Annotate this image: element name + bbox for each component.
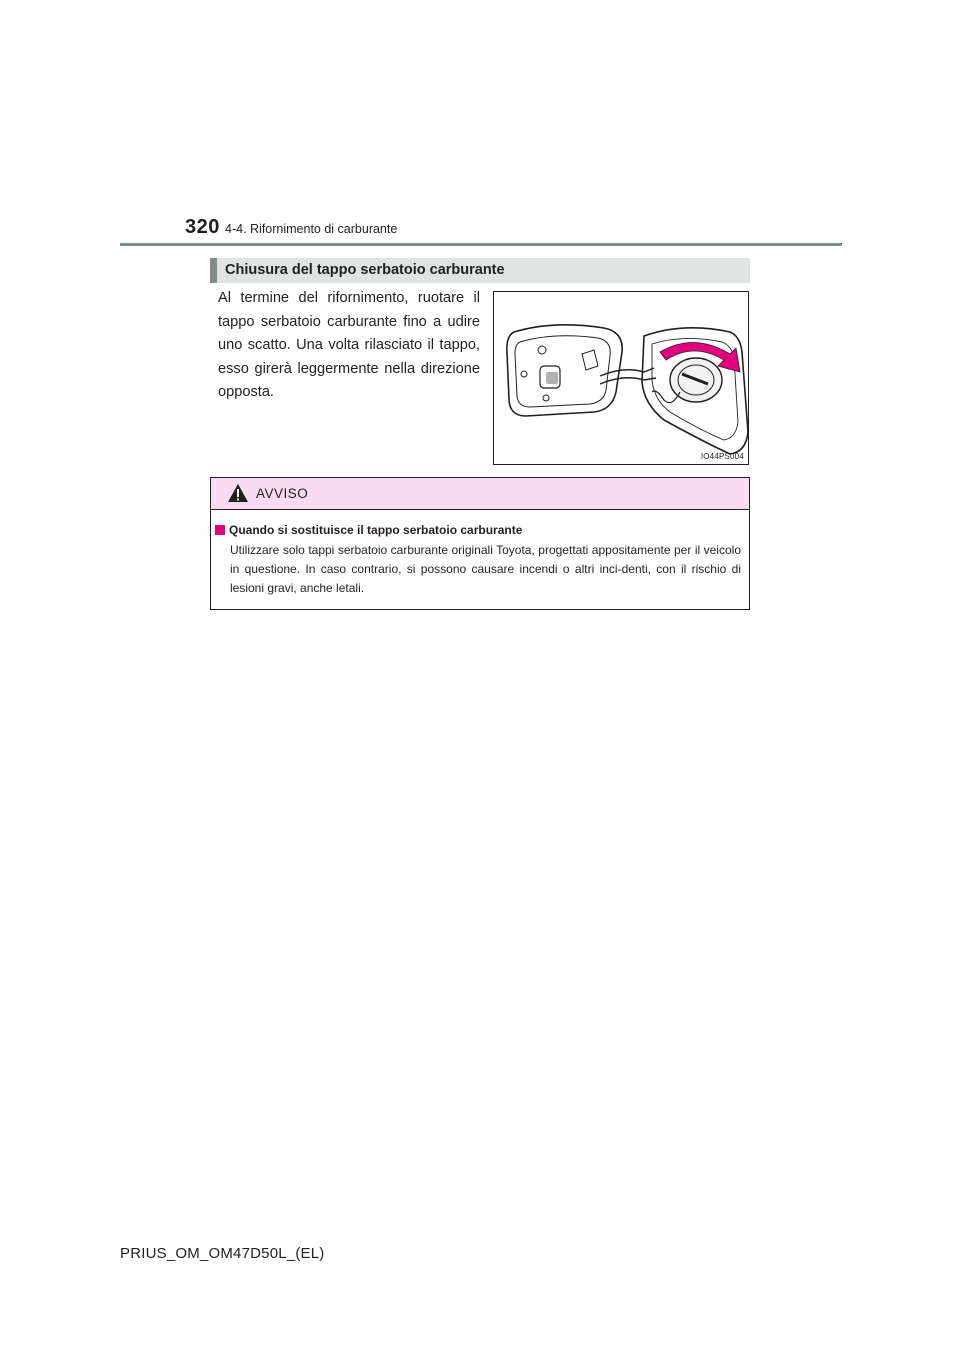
body-text: Al termine del rifornimento, ruotare il tappo serbatoio carburante fino a udire uno scatto. Una volta rilasciato il tappo, esso girerà leggermente nella direzione opposta. [218, 290, 480, 400]
footer-doc-code: PRIUS_OM_OM47D50L_(EL) [120, 1245, 325, 1262]
warning-item-text: Utilizzare solo tappi serbatoio carburante originali Toyota, progettati appositamente per il veicolo in questione. In caso contrario, si possono causare incendi o altri inci-denti, con il rischio di lesioni gravi, anche letali. [230, 543, 741, 596]
warning-label: AVVISO [256, 486, 309, 501]
section-title-bar [210, 258, 750, 283]
page-number: 320 [185, 216, 220, 238]
warning-box [210, 477, 750, 610]
warning-item-title-text: Quando si sostituisce il tappo serbatoio carburante [229, 523, 523, 537]
warning-header [211, 478, 749, 510]
section-header: 4-4. Rifornimento di carburante [225, 222, 398, 236]
fuel-cap-illustration [493, 291, 749, 465]
warning-icon [227, 483, 249, 503]
header-rule [120, 243, 842, 246]
section-title: Chiusura del tappo serbatoio carburante [225, 262, 505, 278]
fuel-cap-drawing [494, 292, 749, 465]
warning-item-title [215, 523, 522, 537]
bullet-square-icon [215, 525, 225, 535]
title-accent [210, 258, 217, 283]
figure-code: IO44PS004 [700, 452, 744, 461]
